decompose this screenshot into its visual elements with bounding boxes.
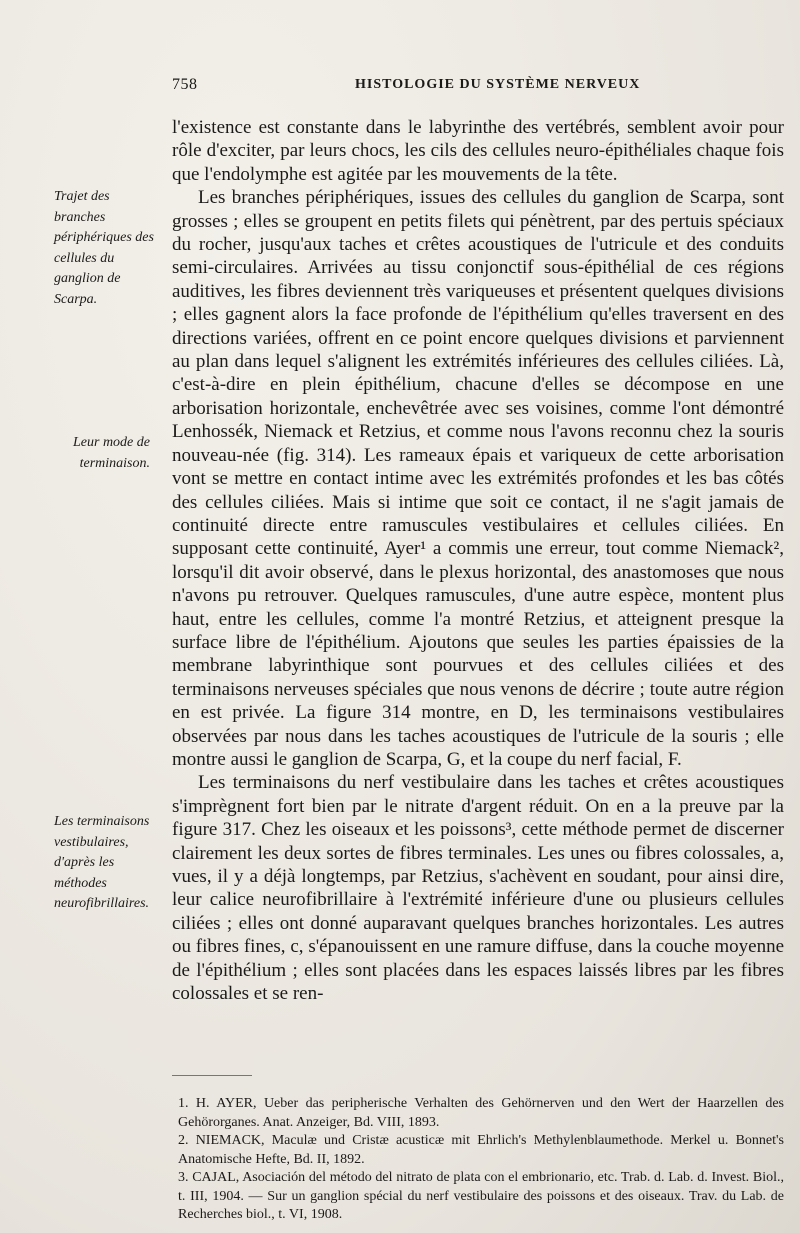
footnotes bbox=[178, 1095, 784, 1225]
paragraph-3: Les terminaisons du nerf vestibulaire dans les taches et crêtes acoustiques s'imprègnent fort bien par le nitrate d'argent réduit. On en a la preuve par la figure 317. Chez les oiseaux et les poissons³, cette méthode permet de discerner clairement les deux sortes de fibres terminales. Les unes ou fibres colossales, a, vues, il y a déjà longtemps, par Retzius, s'achèvent en soudant, pour ainsi dire, leur calice neurofibrillaire à l'extrémité inférieure d'une ou plusieurs cellules ciliées ; elles ont donné auparavant quelques branches horizontales. Les autres ou fibres fines, c, s'épanouissent en une ramure diffuse, dans la couche moyenne de l'épithélium ; elles sont placées dans les espaces laissés libres par les fibres colossales et se ren- bbox=[172, 772, 784, 1005]
page-number: 758 bbox=[172, 76, 198, 93]
main-text bbox=[172, 116, 784, 1005]
paragraph-2: Les branches périphériques, issues des cellules du ganglion de Scarpa, sont grosses ; elles se groupent en petits filets qui pénètrent, par des pertuis spéciaux du rocher, jusqu'aux taches et crêtes acoustiques de l'utricule et des conduits semi-circulaires. Arrivées au tissu conjonctif sous-épithélial de ces régions auditives, les fibres deviennent très variqueuses et présentent quelques divisions ; elles gagnent alors la face profonde de l'épithélium qu'elles traversent en des directions variées, offrent en ce point encore quelques divisions et parviennent au plan dans lequel s'alignent les extrémités inférieures des cellules ciliées. Là, c'est-à-dire en plein épithélium, chacune d'elles se décompose en une arborisation horizontale, enchevêtrée avec ses voisines, comme l'ont démontré Lenhossék, Niemack et Retzius, et comme nous l'avons reconnu chez la souris nouveau-née (fig. 314). Les rameaux épais et variqueux de cette arborisation vont se mettre en contact intime avec les extrémités profondes et les bas côtés des cellules ciliées. Mais si intime que soit ce contact, il ne s'agit jamais de continuité directe entre ramuscules vestibulaires et cellules ciliées. En supposant cette continuité, Ayer¹ a commis une erreur, tout comme Niemack², lorsqu'il dit avoir observé, dans le plexus horizontal, des anastomoses que nous n'avons pu retrouver. Quelques ramuscules, d'une autre espèce, montent plus haut, entre les cellules, comme l'a montré Retzius, et atteignent presque la surface libre de l'épithélium. Ajoutons que seules les parties épaissies de la membrane labyrinthique sont pourvues et des cellules ciliées et des terminaisons nerveuses spéciales que nous venons de décrire ; toute autre région en est privée. La figure 314 montre, en D, les terminaisons vestibulaires observées par nous dans les taches acoustiques de l'utricule de la souris ; elle montre aussi le ganglion de Scarpa, G, et la coupe du nerf facial, F. bbox=[172, 187, 784, 770]
margin-note-neurofibrillaires: Les terminaisons vestibulaires, d'après les méthodes neurofibrillaires. bbox=[54, 814, 150, 911]
footnote-3: 3. CAJAL, Asociación del método del nitrato de plata con el embrionario, etc. Trab. d. Lab. d. Invest. Biol., t. III, 1904. — Sur un ganglion spécial du nerf vestibulaire des poissons et des oiseaux. Trav. du Lab. de Recherches biol., t. VI, 1908. bbox=[178, 1170, 784, 1222]
running-head: HISTOLOGIE DU SYSTÈME NERVEUX bbox=[355, 77, 641, 92]
footnote-2: 2. NIEMACK, Maculæ und Cristæ acusticæ mit Ehrlich's Methylenblaumethode. Merkel u. Bonnet's Anatomische Hefte, Bd. II, 1892. bbox=[178, 1133, 784, 1167]
margin-note-terminaison: Leur mode de terminaison. bbox=[73, 435, 150, 471]
page-header bbox=[0, 76, 800, 100]
footnote-divider bbox=[172, 1075, 252, 1076]
paragraph-1: l'existence est constante dans le labyrinthe des vertébrés, semblent avoir pour rôle d'exciter, par leurs chocs, les cils des cellules neuro-épithéliales chaque fois que l'endolymphe est agitée par les mouvements de la tête. bbox=[172, 117, 784, 185]
margin-note-trajet: Trajet des branches périphériques des cellules du ganglion de Scarpa. bbox=[54, 189, 154, 307]
footnote-1: 1. H. AYER, Ueber das peripherische Verhalten des Gehörnerven und den Wert der Haarzellen des Gehörorganes. Anat. Anzeiger, Bd. VIII, 1893. bbox=[178, 1096, 784, 1130]
